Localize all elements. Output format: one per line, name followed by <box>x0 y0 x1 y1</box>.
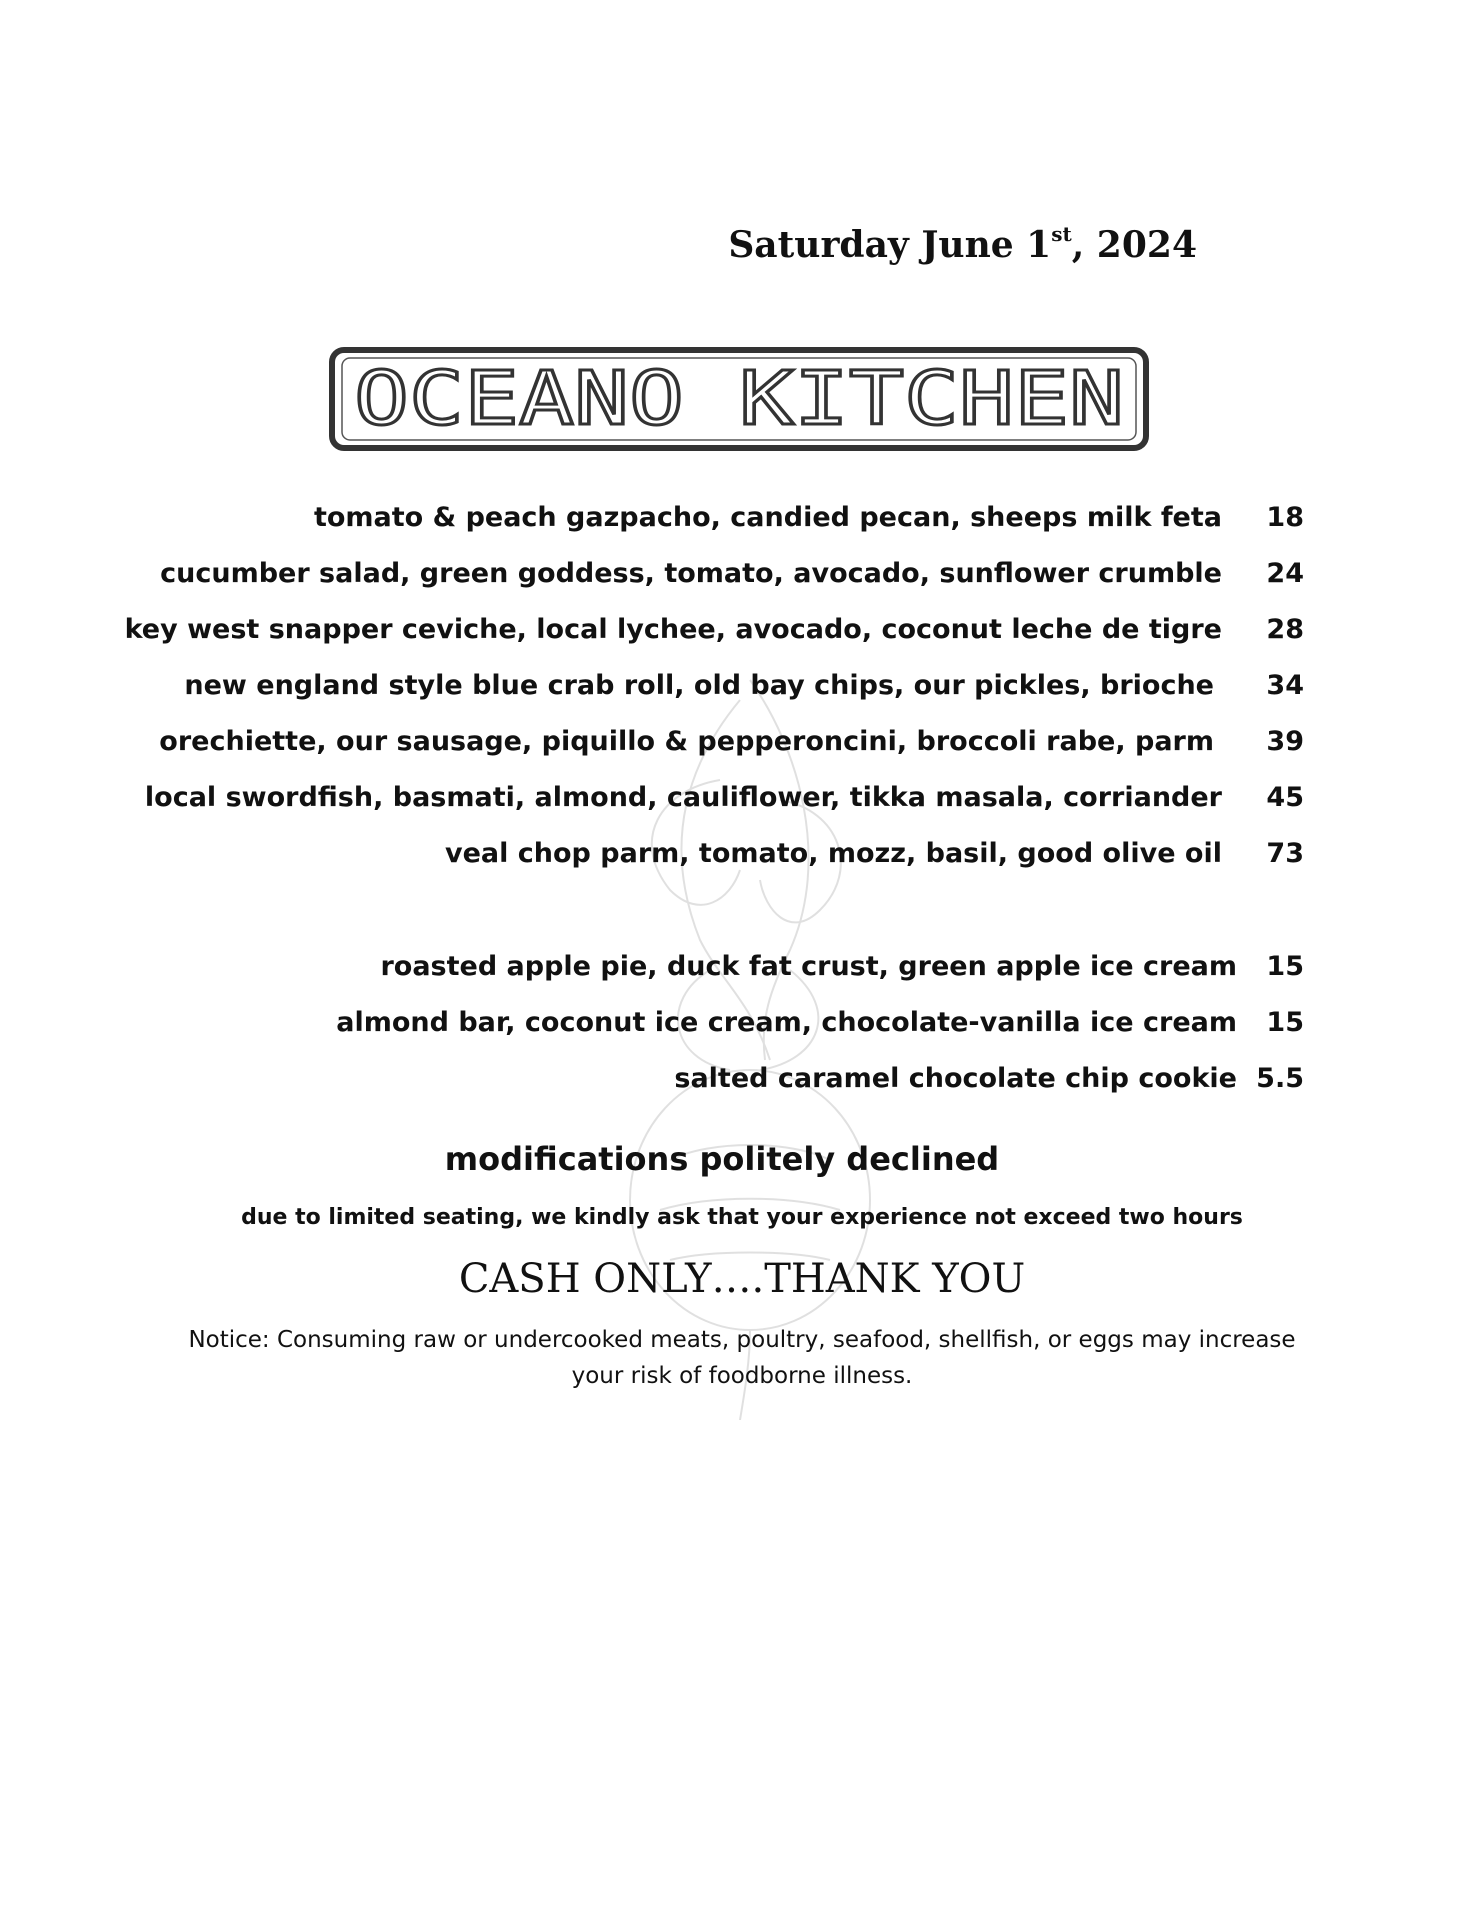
menu-item-price: 39 <box>1266 726 1304 757</box>
menu-item <box>0 490 1484 546</box>
menu-item-description: orechiette, our sausage, piquillo & pepperoncini, broccoli rabe, parm <box>159 726 1214 757</box>
menu-item-price: 45 <box>1266 782 1304 813</box>
dessert-item <box>0 939 1484 995</box>
menu-item-description: veal chop parm, tomato, mozz, basil, good olive oil <box>444 838 1222 869</box>
menu-item <box>0 658 1484 714</box>
seating-note: due to limited seating, we kindly ask that your experience not exceed two hours <box>241 1205 1243 1230</box>
menu-item-price: 24 <box>1266 558 1304 589</box>
menu-item-description: new england style blue crab roll, old bay chips, our pickles, brioche <box>184 670 1214 701</box>
menu-date: Saturday June 1st, 2024 <box>728 222 1197 266</box>
menu-item-description: cucumber salad, green goddess, tomato, avocado, sunflower crumble <box>160 558 1222 589</box>
dessert-item-description: roasted apple pie, duck fat crust, green apple ice cream <box>380 951 1237 982</box>
dessert-item-price: 5.5 <box>1256 1063 1304 1094</box>
menu-item-price: 28 <box>1266 614 1304 645</box>
menu-item-price: 18 <box>1266 502 1304 533</box>
menu-item <box>0 546 1484 602</box>
menu-item-description: local swordfish, basmati, almond, cauliflower, tikka masala, corriander <box>144 782 1222 813</box>
menu-item <box>0 770 1484 826</box>
dessert-item-description: almond bar, coconut ice cream, chocolate-vanilla ice cream <box>336 1007 1237 1038</box>
menu-item-price: 73 <box>1266 838 1304 869</box>
menu-item <box>0 714 1484 770</box>
oceano-kitchen-logo <box>326 344 1152 454</box>
food-safety-notice: Notice: Consuming raw or undercooked meats, poultry, seafood, shellfish, or eggs may increase your risk of foodborne illness. <box>188 1327 1296 1389</box>
dessert-item-price: 15 <box>1266 1007 1304 1038</box>
menu-item-price: 34 <box>1266 670 1304 701</box>
menu-item-description: key west snapper ceviche, local lychee, avocado, coconut leche de tigre <box>124 614 1222 645</box>
cash-only-note: CASH ONLY….THANK YOU <box>458 1256 1026 1302</box>
menu-item <box>0 602 1484 658</box>
menu-item <box>0 826 1484 882</box>
dessert-item <box>0 995 1484 1051</box>
dessert-item <box>0 1051 1484 1107</box>
logo-brand-text: OCEANO KITCHEN <box>354 356 1124 442</box>
modifications-note: modifications politely declined <box>444 1140 1000 1178</box>
menu-item-description: tomato & peach gazpacho, candied pecan, sheeps milk feta <box>313 502 1222 533</box>
dessert-item-price: 15 <box>1266 951 1304 982</box>
dessert-item-description: salted caramel chocolate chip cookie <box>674 1063 1237 1094</box>
